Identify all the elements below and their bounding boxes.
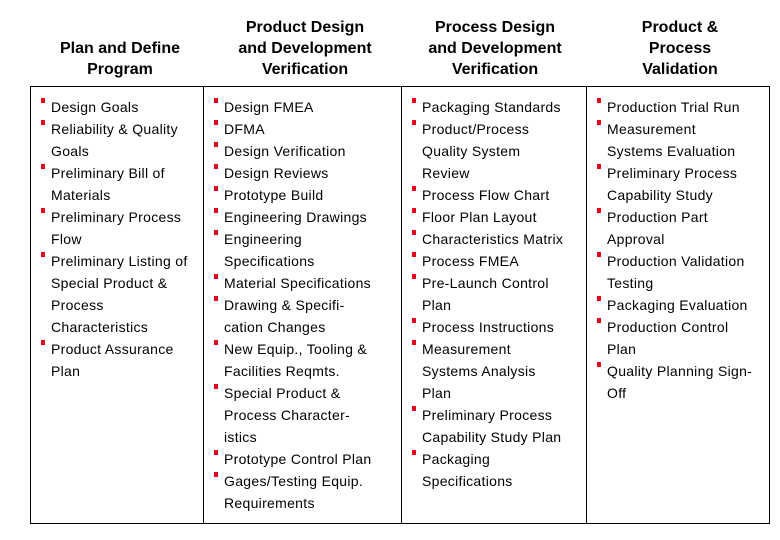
- list-item-text: New Equip., Tooling & Facilities Reqmts.: [224, 341, 368, 379]
- list-item-text: Process Flow Chart: [422, 187, 550, 203]
- list-item-text: Special Product & Process Character- istics: [224, 385, 350, 445]
- bullet-icon: [597, 98, 601, 103]
- list-item: [31, 206, 199, 250]
- list-item: [204, 294, 397, 338]
- list-item: [587, 118, 765, 162]
- bullet-icon: [41, 340, 45, 345]
- list-item: [402, 404, 582, 448]
- list-item-text: Design Verification: [224, 143, 346, 159]
- list-item-text: Measurement Systems Analysis Plan: [422, 341, 536, 401]
- column-process-design: [401, 87, 586, 523]
- list-item-text: Production Part Approval: [607, 209, 708, 247]
- list-item-text: Gages/Testing Equip. Requirements: [224, 473, 364, 511]
- list-item: [402, 338, 582, 404]
- bullet-icon: [214, 472, 218, 477]
- bullet-icon: [214, 120, 218, 125]
- bullet-icon: [214, 384, 218, 389]
- list-item-text: Measurement Systems Evaluation: [607, 121, 736, 159]
- bullet-icon: [597, 164, 601, 169]
- bullet-icon: [214, 340, 218, 345]
- list-item: [204, 140, 397, 162]
- list-item-text: Drawing & Specifi- cation Changes: [224, 297, 345, 335]
- column-validation: [586, 87, 769, 523]
- list-item-text: Prototype Control Plan: [224, 451, 372, 467]
- bullet-icon: [214, 186, 218, 191]
- list-item: [402, 184, 582, 206]
- header-plan-and-define: Plan and Define Program: [59, 40, 181, 78]
- bullet-icon: [597, 208, 601, 213]
- list-item-text: Preliminary Process Flow: [51, 209, 182, 247]
- bullet-icon: [41, 120, 45, 125]
- bullet-icon: [214, 208, 218, 213]
- bullet-icon: [214, 450, 218, 455]
- list-item: [402, 228, 582, 250]
- bullet-icon: [412, 450, 416, 455]
- item-list: [204, 87, 401, 514]
- list-item-text: Characteristics Matrix: [422, 231, 564, 247]
- bullet-icon: [597, 318, 601, 323]
- bullet-icon: [412, 120, 416, 125]
- list-item: [587, 206, 765, 250]
- list-item-text: Packaging Specifications: [422, 451, 513, 489]
- list-item: [402, 206, 582, 228]
- list-item: [402, 272, 582, 316]
- list-item: [587, 96, 765, 118]
- list-item: [587, 162, 765, 206]
- column-headers: [30, 0, 770, 84]
- list-item-text: Preliminary Process Capability Study Plan: [422, 407, 562, 445]
- list-item: [204, 228, 397, 272]
- list-item-text: Product/Process Quality System Review: [422, 121, 530, 181]
- list-item-text: Engineering Drawings: [224, 209, 367, 225]
- list-item: [204, 382, 397, 448]
- header-validation: Product & Process Validation: [641, 19, 719, 78]
- list-item-text: Material Specifications: [224, 275, 371, 291]
- list-item: [204, 206, 397, 228]
- bullet-icon: [412, 406, 416, 411]
- bullet-icon: [412, 186, 416, 191]
- bullet-icon: [412, 340, 416, 345]
- bullet-icon: [41, 252, 45, 257]
- phase-table: [30, 86, 770, 524]
- list-item: [587, 316, 765, 360]
- list-item: [402, 118, 582, 184]
- list-item-text: Production Trial Run: [607, 99, 740, 115]
- list-item: [402, 316, 582, 338]
- list-item-text: Preliminary Bill of Materials: [51, 165, 165, 203]
- column-product-design: [203, 87, 401, 523]
- list-item: [31, 162, 199, 206]
- bullet-icon: [412, 318, 416, 323]
- list-item-text: Production Control Plan: [607, 319, 729, 357]
- list-item: [31, 338, 199, 382]
- bullet-icon: [597, 120, 601, 125]
- bullet-icon: [214, 142, 218, 147]
- list-item: [204, 118, 397, 140]
- list-item-text: Engineering Specifications: [224, 231, 315, 269]
- bullet-icon: [412, 230, 416, 235]
- list-item-text: Process Instructions: [422, 319, 555, 335]
- list-item: [204, 272, 397, 294]
- bullet-icon: [214, 230, 218, 235]
- item-list: [587, 87, 769, 404]
- bullet-icon: [214, 164, 218, 169]
- bullet-icon: [214, 98, 218, 103]
- list-item: [587, 294, 765, 316]
- list-item-text: Design Goals: [51, 99, 139, 115]
- list-item-text: Prototype Build: [224, 187, 324, 203]
- list-item: [204, 470, 397, 514]
- bullet-icon: [41, 164, 45, 169]
- bullet-icon: [412, 252, 416, 257]
- list-item: [587, 250, 765, 294]
- bullet-icon: [597, 362, 601, 367]
- list-item-text: Preliminary Process Capability Study: [607, 165, 738, 203]
- list-item-text: Pre-Launch Control Plan: [422, 275, 549, 313]
- bullet-icon: [214, 274, 218, 279]
- item-list: [402, 87, 586, 492]
- list-item: [31, 118, 199, 162]
- bullet-icon: [412, 274, 416, 279]
- list-item: [31, 250, 199, 338]
- list-item-text: Design Reviews: [224, 165, 329, 181]
- list-item: [402, 250, 582, 272]
- bullet-icon: [412, 208, 416, 213]
- list-item: [402, 448, 582, 492]
- list-item-text: Floor Plan Layout: [422, 209, 537, 225]
- list-item-text: Reliability & Quality Goals: [51, 121, 178, 159]
- list-item-text: Preliminary Listing of Special Product & Process Characteristics: [51, 253, 188, 335]
- list-item: [204, 448, 397, 470]
- bullet-icon: [214, 296, 218, 301]
- list-item: [31, 96, 199, 118]
- list-item: [204, 96, 397, 118]
- list-item: [402, 96, 582, 118]
- list-item-text: Process FMEA: [422, 253, 519, 269]
- column-plan-and-define: [31, 87, 203, 523]
- list-item-text: Product Assurance Plan: [51, 341, 174, 379]
- list-item-text: Packaging Evaluation: [607, 297, 748, 313]
- list-item-text: DFMA: [224, 121, 265, 137]
- list-item-text: Production Validation Testing: [607, 253, 745, 291]
- header-product-design: Product Design and Development Verification: [238, 19, 372, 78]
- list-item: [204, 184, 397, 206]
- list-item: [204, 338, 397, 382]
- bullet-icon: [41, 98, 45, 103]
- bullet-icon: [41, 208, 45, 213]
- list-item: [204, 162, 397, 184]
- header-process-design: Process Design and Development Verification: [428, 19, 562, 78]
- item-list: [31, 87, 203, 382]
- bullet-icon: [597, 252, 601, 257]
- bullet-icon: [597, 296, 601, 301]
- list-item-text: Quality Planning Sign- Off: [607, 363, 753, 401]
- bullet-icon: [412, 98, 416, 103]
- list-item-text: Design FMEA: [224, 99, 314, 115]
- list-item: [587, 360, 765, 404]
- list-item-text: Packaging Standards: [422, 99, 561, 115]
